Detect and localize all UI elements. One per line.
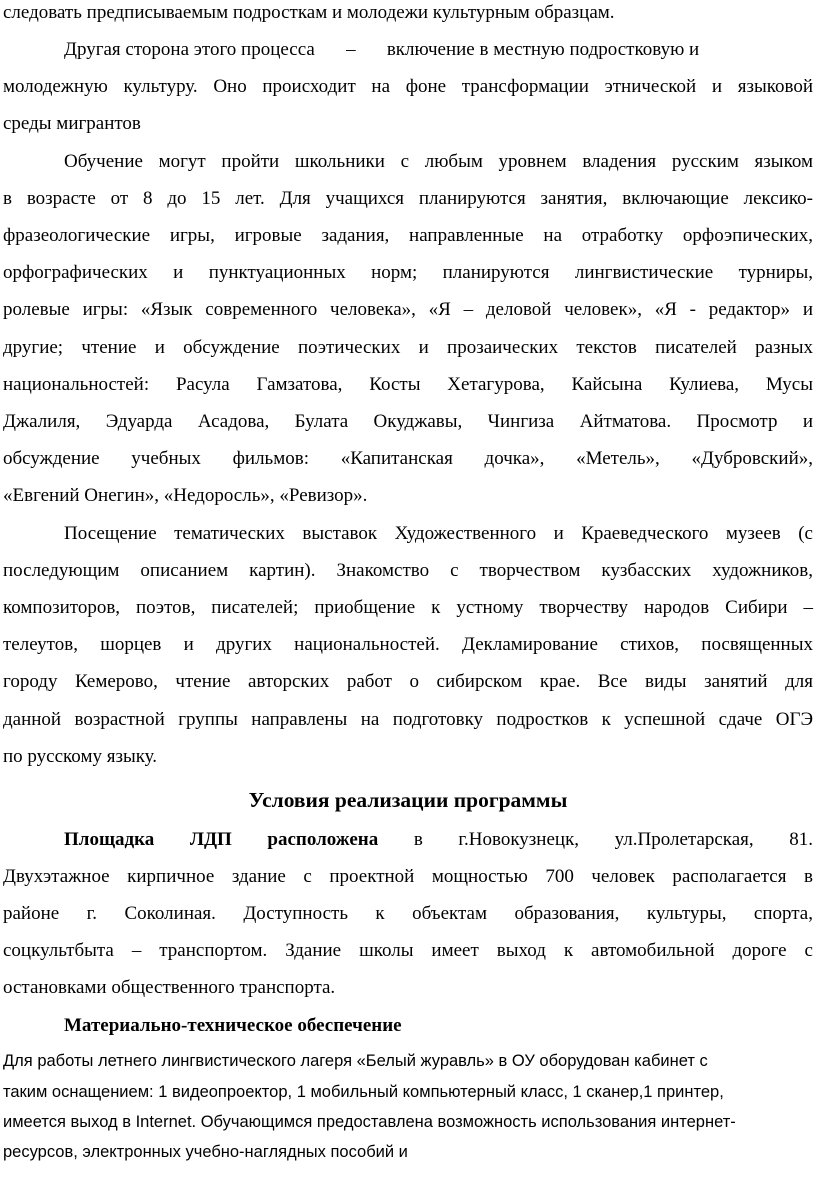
paragraph-3-line: национальностей: Расула Гамзатова, Косты Хетагурова, Кайсына Кулиева, Мусы	[3, 374, 813, 395]
paragraph-5-bold-lead: Площадка ЛДП расположена	[64, 829, 379, 850]
paragraph-2-dash: –	[346, 39, 356, 60]
paragraph-4-line: телеутов, шорцев и других национальностей. Декламирование стихов, посвященных	[3, 634, 813, 655]
paragraph-4-line: Посещение тематических выставок Художественного и Краеведческого музеев (с	[64, 523, 813, 544]
subheading: Материально-техническое обеспечение	[64, 1015, 402, 1036]
paragraph-6-line: таким оснащением: 1 видеопроектор, 1 мобильный компьютерный класс, 1 сканер,1 принтер,	[3, 1083, 724, 1101]
paragraph-6-line: ресурсов, электронных учебно-наглядных пособий и	[3, 1143, 408, 1161]
paragraph-3-line: Обучение могут пройти школьники с любым уровнем владения русским языком	[64, 151, 813, 172]
paragraph-6-line: Для работы летнего лингвистического лагеря «Белый журавль» в ОУ оборудован кабинет с	[3, 1052, 708, 1070]
paragraph-3-line: в возрасте от 8 до 15 лет. Для учащихся планируются занятия, включающие лексико-	[3, 188, 813, 209]
paragraph-3-line: «Евгений Онегин», «Недоросль», «Ревизор».	[3, 485, 368, 506]
paragraph-5-line-1	[0, 828, 816, 852]
paragraph-5-line: соцкультбыта – транспортом. Здание школы имеет выход к автомобильной дороге с	[3, 940, 813, 961]
paragraph-3-line: ролевые игры: «Язык современного человека», «Я – деловой человек», «Я - редактор» и	[3, 299, 813, 320]
paragraph-3-line: обсуждение учебных фильмов: «Капитанская дочка», «Метель», «Дубровский»,	[3, 448, 813, 469]
section-heading: Условия реализации программы	[248, 788, 568, 812]
paragraph-3-line: другие; чтение и обсуждение поэтических и прозаических текстов писателей разных	[3, 337, 813, 358]
paragraph-2-text-b: включение в местную подростковую и	[386, 39, 700, 60]
paragraph-2-line-1	[0, 38, 816, 62]
paragraph-5-line: районе г. Соколиная. Доступность к объектам образования, культуры, спорта,	[3, 903, 813, 924]
paragraph-2-text-a: Другая сторона этого процесса	[64, 39, 315, 60]
paragraph-5-line: Двухэтажное кирпичное здание с проектной мощностью 700 человек располагается в	[3, 866, 813, 887]
paragraph-4-line: по русскому языку.	[3, 746, 158, 767]
paragraph-continuation-line: следовать предписываемым подросткам и молодежи культурным образцам.	[3, 2, 615, 23]
paragraph-3-line: орфографических и пунктуационных норм; планируются лингвистические турниры,	[3, 262, 813, 283]
paragraph-3-line: Джалиля, Эдуарда Асадова, Булата Окуджавы, Чингиза Айтматова. Просмотр и	[3, 411, 813, 432]
paragraph-4-line: данной возрастной группы направлены на подготовку подростков к успешной сдаче ОГЭ	[3, 709, 813, 730]
paragraph-6-line: имеется выход в Internet. Обучающимся предоставлена возможность использования интернет-	[3, 1113, 736, 1131]
paragraph-2-line-3: среды мигрантов	[3, 113, 141, 134]
paragraph-4-line: последующим описанием картин). Знакомство с творчеством кузбасских художников,	[3, 560, 813, 581]
paragraph-3-line: фразеологические игры, игровые задания, направленные на отработку орфоэпических,	[3, 225, 813, 246]
paragraph-5-address: в г.Новокузнецк, ул.Пролетарская, 81.	[413, 829, 814, 850]
paragraph-5-line: остановками общественного транспорта.	[3, 977, 336, 998]
paragraph-4-line: городу Кемерово, чтение авторских работ о сибирском крае. Все виды занятий для	[3, 671, 813, 692]
paragraph-2-line-2: молодежную культуру. Оно происходит на фоне трансформации этнической и языковой	[3, 76, 813, 97]
paragraph-4-line: композиторов, поэтов, писателей; приобщение к устному творчеству народов Сибири –	[3, 597, 813, 618]
